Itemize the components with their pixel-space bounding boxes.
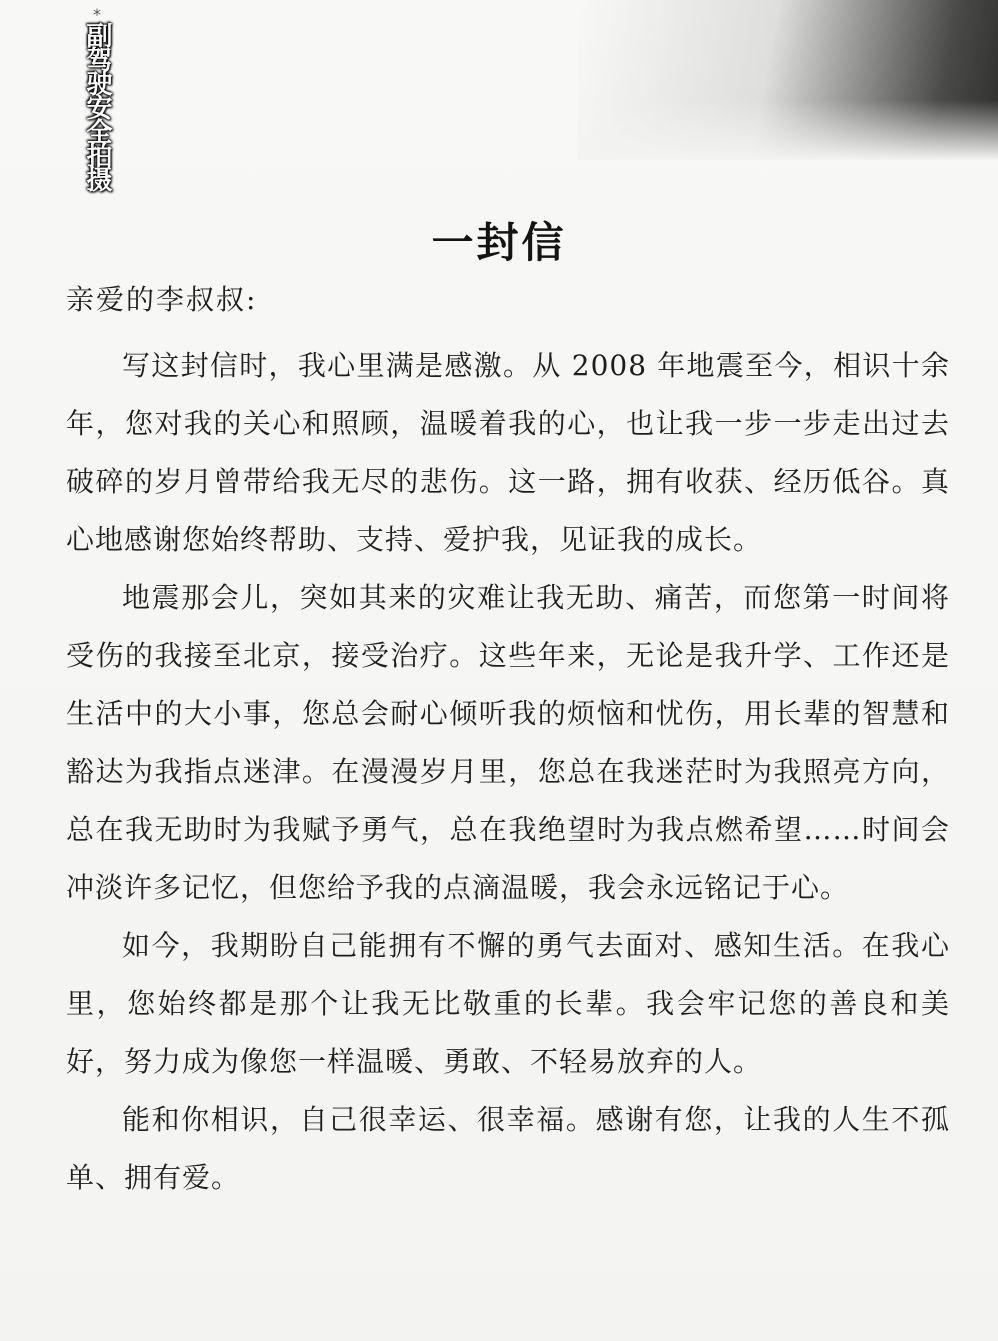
letter-body <box>66 337 950 1207</box>
watermark <box>80 5 114 190</box>
paragraph-2: 地震那会儿，突如其来的灾难让我无助、痛苦，而您第一时间将受伤的我接至北京，接受治疗。这些年来，无论是我升学、工作还是生活中的大小事，您总会耐心倾听我的烦恼和忧伤，用长辈的智慧和豁达为我指点迷津。在漫漫岁月里，您总在我迷茫时为我照亮方向，总在我无助时为我赋予勇气，总在我绝望时为我点燃希望……时间会冲淡许多记忆，但您给予我的点滴温暖，我会永远铭记于心。 <box>66 581 950 904</box>
paragraph-4: 能和你相识，自己很幸运、很幸福。感谢有您，让我的人生不孤单、拥有爱。 <box>66 1103 950 1194</box>
paragraph-1: 写这封信时，我心里满是感激。从 2008 年地震至今，相识十余年，您对我的关心和照顾，温暖着我的心，也让我一步一步走出过去破碎的岁月曾带给我无尽的悲伤。这一路，拥有收获、经历低谷。真心地感谢您始终帮助、支持、爱护我，见证我的成长。 <box>66 349 950 556</box>
watermark-mark: * <box>93 5 101 24</box>
letter-salutation: 亲爱的李叔叔: <box>66 283 258 316</box>
paragraph-3: 如今，我期盼自己能拥有不懈的勇气去面对、感知生活。在我心里，您始终都是那个让我无比敬重的长辈。我会牢记您的善良和美好，努力成为像您一样温暖、勇敢、不轻易放弃的人。 <box>66 929 950 1078</box>
letter-title: 一封信 <box>431 218 567 267</box>
watermark-text: 副驾驶安全拍摄 <box>82 22 112 190</box>
page-corner-shadow <box>578 0 998 160</box>
